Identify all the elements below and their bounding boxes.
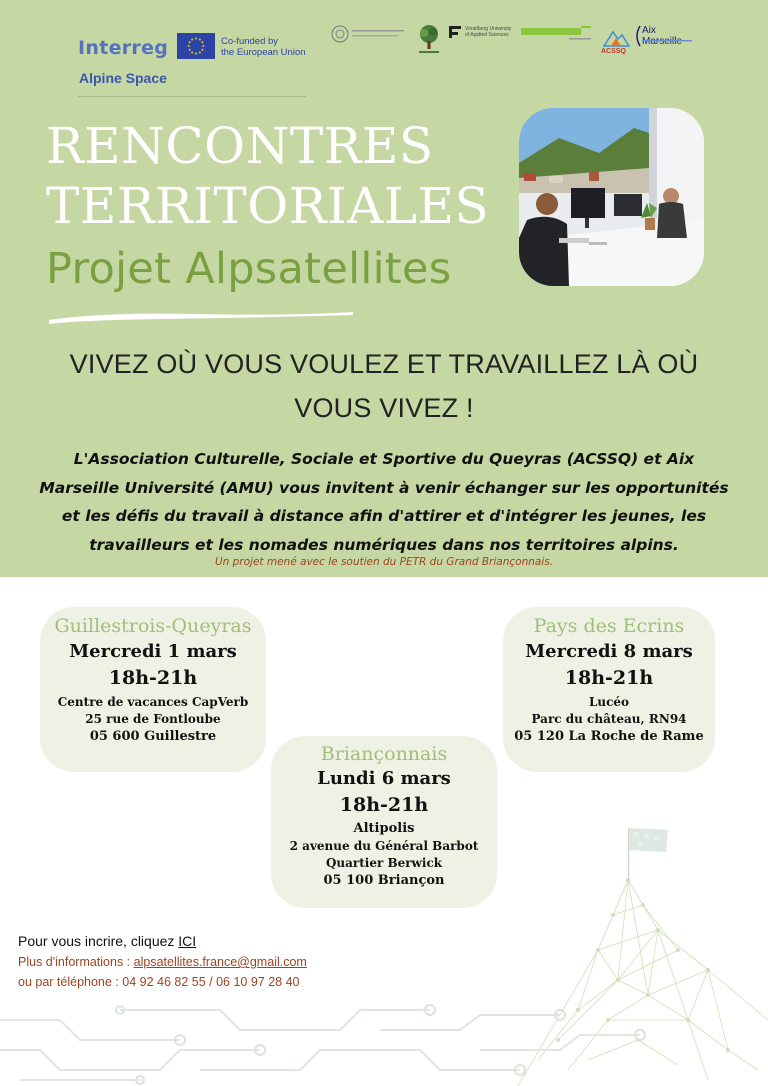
event-day: Mercredi 8 mars	[525, 641, 693, 662]
event-hours: 18h-21h	[564, 667, 654, 689]
event-city: 05 120 La Roche de Rame	[514, 729, 704, 744]
coworking-photo	[519, 108, 704, 286]
info-text: Plus d'informations :	[18, 955, 134, 969]
partner-logo-university	[331, 24, 411, 46]
event-venue: Centre de vacances CapVerb	[57, 695, 249, 709]
intro-paragraph: L'Association Culturelle, Sociale et Sportive du Queyras (ACSSQ) et Aix Marseille Université (AMU) vous invitent à venir échanger sur les opportunités et les défis du travail à distance afin d'attirer et d'intégrer les jeunes, les travailleurs et les nomades numériques dans nos territoires alpins.	[39, 450, 729, 554]
event-region: Guillestrois-Queyras	[54, 615, 252, 637]
event-region: Pays des Ecrins	[533, 615, 685, 637]
registration-line	[18, 933, 196, 949]
eu-flag-icon	[177, 33, 215, 59]
interreg-logo: Interreg	[78, 37, 169, 59]
event-address: 25 rue de Fontloube	[85, 712, 221, 726]
event-hours: 18h-21h	[339, 794, 429, 816]
info-line	[18, 955, 307, 969]
partner-logo-fhv: Vorarlberg University of Applied Sciences	[449, 24, 513, 42]
event-hours: 18h-21h	[108, 667, 198, 689]
partner-logo-green	[519, 24, 595, 44]
registration-link[interactable]: ICI	[178, 933, 197, 949]
event-venue: Altipolis	[353, 821, 415, 836]
email-link[interactable]: alpsatellites.france@gmail.com	[133, 955, 307, 969]
event-card-ecrins	[503, 607, 715, 772]
event-venue: Lucéo	[588, 695, 630, 709]
event-card-brianconnais	[271, 736, 497, 908]
brush-stroke-decoration	[45, 306, 357, 326]
event-card-guillestrois	[40, 607, 266, 772]
project-title: Projet Alpsatellites	[46, 244, 452, 294]
event-title: RENCONTRES TERRITORIALES	[46, 117, 490, 235]
alpine-space-label: Alpine Space	[79, 70, 167, 86]
partner-logo-tree	[416, 24, 442, 56]
event-day: Mercredi 1 mars	[69, 641, 237, 662]
logo-divider	[78, 96, 306, 97]
event-region: Briançonnais	[320, 743, 448, 765]
event-day: Lundi 6 mars	[317, 768, 451, 789]
event-city: 05 100 Briançon	[323, 873, 445, 888]
cofunded-label: Co-funded by the European Union	[221, 36, 306, 58]
support-note: Un projet mené avec le soutien du PETR du Grand Briançonnais.	[214, 556, 554, 568]
slogan: VIVEZ OÙ VOUS VOULEZ ET TRAVAILLEZ LÀ OÙ VOUS VIVEZ !	[69, 349, 699, 423]
partner-logo-amu: Aix	[634, 24, 696, 48]
phone-line: ou par téléphone : 04 92 46 82 55 / 06 10 97 28 40	[18, 975, 300, 989]
event-address: 2 avenue du Général Barbot	[289, 839, 479, 853]
event-address: Parc du château, RN94	[531, 712, 687, 726]
partner-logo-acssq: ACSSQ	[601, 28, 631, 58]
event-city: 05 600 Guillestre	[89, 729, 217, 744]
registration-text: Pour vous incrire, cliquez	[18, 933, 175, 949]
event-district: Quartier Berwick	[325, 856, 443, 870]
circuit-decoration	[0, 990, 768, 1086]
